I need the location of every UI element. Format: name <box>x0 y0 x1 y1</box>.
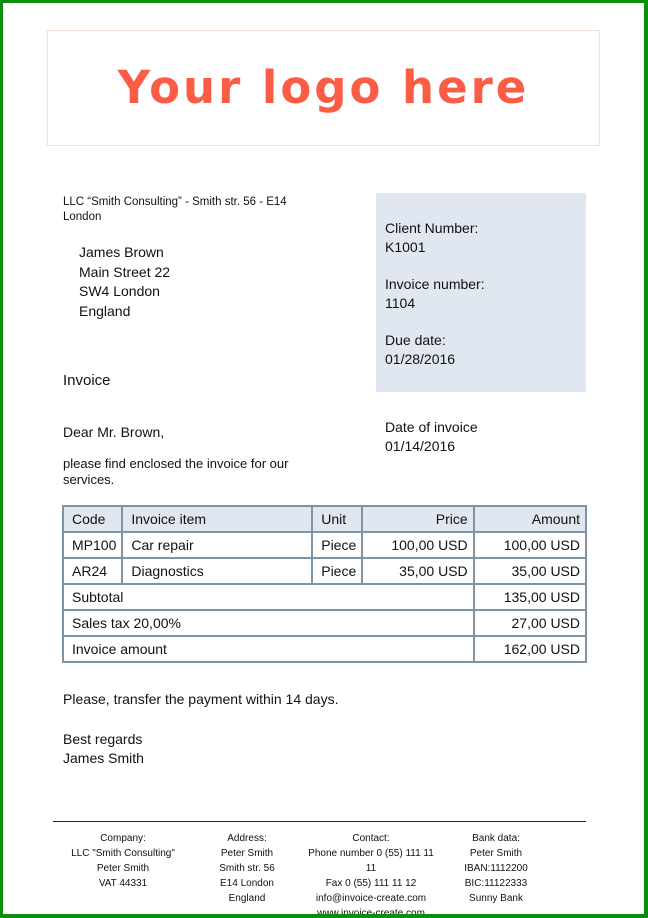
header-code: Code <box>63 506 122 532</box>
table-row <box>63 532 586 558</box>
footer <box>53 831 586 915</box>
footer-company <box>53 831 193 891</box>
date-of-invoice-label: Date of invoice <box>385 419 478 435</box>
client-number-value: K1001 <box>385 239 426 255</box>
footer-contact <box>303 831 439 915</box>
header-amount: Amount <box>474 506 586 532</box>
invoice-items-table <box>62 505 587 663</box>
cell-unit: Piece <box>312 532 362 558</box>
cell-unit: Piece <box>312 558 362 584</box>
sender-line: LLC “Smith Consulting” - Smith str. 56 - E14 London <box>63 196 287 223</box>
header-price: Price <box>362 506 473 532</box>
footer-address-line: Smith str. 56 <box>219 863 275 874</box>
footer-bank-label: Bank data: <box>472 833 520 844</box>
invoice-number-field <box>385 275 586 313</box>
footer-address-line: Peter Smith <box>220 848 274 859</box>
due-date-label: Due date: <box>385 332 446 348</box>
cell-item: Diagnostics <box>122 558 312 584</box>
subtotal-value: 135,00 USD <box>474 584 586 610</box>
recipient-address <box>79 243 170 321</box>
logo-text: Your logo here <box>117 60 530 114</box>
footer-address-line: England <box>228 893 266 904</box>
date-of-invoice-value: 01/14/2016 <box>385 438 456 454</box>
footer-address <box>203 831 291 906</box>
cell-item: Car repair <box>122 532 312 558</box>
cell-amount: 100,00 USD <box>474 532 586 558</box>
invoice-number-value: 1104 <box>385 295 416 311</box>
logo-placeholder <box>47 30 600 146</box>
recipient-city: SW4 London <box>79 283 160 299</box>
header-unit: Unit <box>312 506 362 532</box>
footer-bank-line: BIC:11122333 <box>464 878 528 889</box>
tax-value: 27,00 USD <box>474 610 586 636</box>
table-header-row <box>63 506 586 532</box>
footer-address-label: Address: <box>227 833 267 844</box>
subtotal-label: Subtotal <box>63 584 474 610</box>
subtotal-row <box>63 584 586 610</box>
footer-company-label: Company: <box>100 833 146 844</box>
footer-contact-website[interactable]: www.invoice-create.com <box>317 908 425 915</box>
due-date-value: 01/28/2016 <box>385 351 456 367</box>
salutation: Dear Mr. Brown, <box>63 424 165 440</box>
total-row <box>63 636 586 662</box>
date-of-invoice-field <box>385 418 478 456</box>
total-label: Invoice amount <box>63 636 474 662</box>
cell-amount: 35,00 USD <box>474 558 586 584</box>
footer-company-line: VAT 44331 <box>98 878 148 889</box>
footer-divider <box>53 821 586 822</box>
signature-name: James Smith <box>63 750 144 766</box>
tax-row <box>63 610 586 636</box>
recipient-street: Main Street 22 <box>79 263 171 280</box>
footer-company-line: Peter Smith <box>96 863 150 874</box>
footer-bank-line: Peter Smith <box>469 848 523 859</box>
cell-price: 35,00 USD <box>362 558 473 584</box>
recipient-name: James Brown <box>79 244 164 260</box>
footer-contact-label: Contact: <box>352 833 390 844</box>
closing <box>63 730 144 768</box>
invoice-info-box <box>376 193 586 392</box>
document-title: Invoice <box>63 372 111 389</box>
cell-price: 100,00 USD <box>362 532 473 558</box>
tax-label: Sales tax 20,00% <box>63 610 474 636</box>
invoice-number-label: Invoice number: <box>385 276 485 292</box>
footer-address-line: E14 London <box>220 878 274 889</box>
footer-bank <box>451 831 541 906</box>
cell-code: MP100 <box>63 532 122 558</box>
cell-code: AR24 <box>63 558 122 584</box>
header-item: Invoice item <box>122 506 312 532</box>
client-number-field <box>385 219 586 257</box>
due-date-field <box>385 331 586 369</box>
client-number-label: Client Number: <box>385 220 479 236</box>
footer-bank-line: Sunny Bank <box>469 893 523 904</box>
total-value: 162,00 USD <box>474 636 586 662</box>
footer-contact-phone: Phone number 0 (55) 111 11 11 <box>308 848 434 874</box>
footer-contact-fax: Fax 0 (55) 111 11 12 <box>325 878 417 889</box>
closing-greeting: Best regards <box>63 731 143 747</box>
recipient-country: England <box>79 302 131 319</box>
payment-note: Please, transfer the payment within 14 days. <box>63 691 339 707</box>
footer-company-line: LLC "Smith Consulting" <box>71 848 175 859</box>
footer-bank-line: IBAN:1112200 <box>464 863 528 874</box>
table-row <box>63 558 586 584</box>
footer-contact-email[interactable]: info@invoice-create.com <box>315 893 427 904</box>
intro-text: please find enclosed the invoice for our services. <box>63 456 289 487</box>
